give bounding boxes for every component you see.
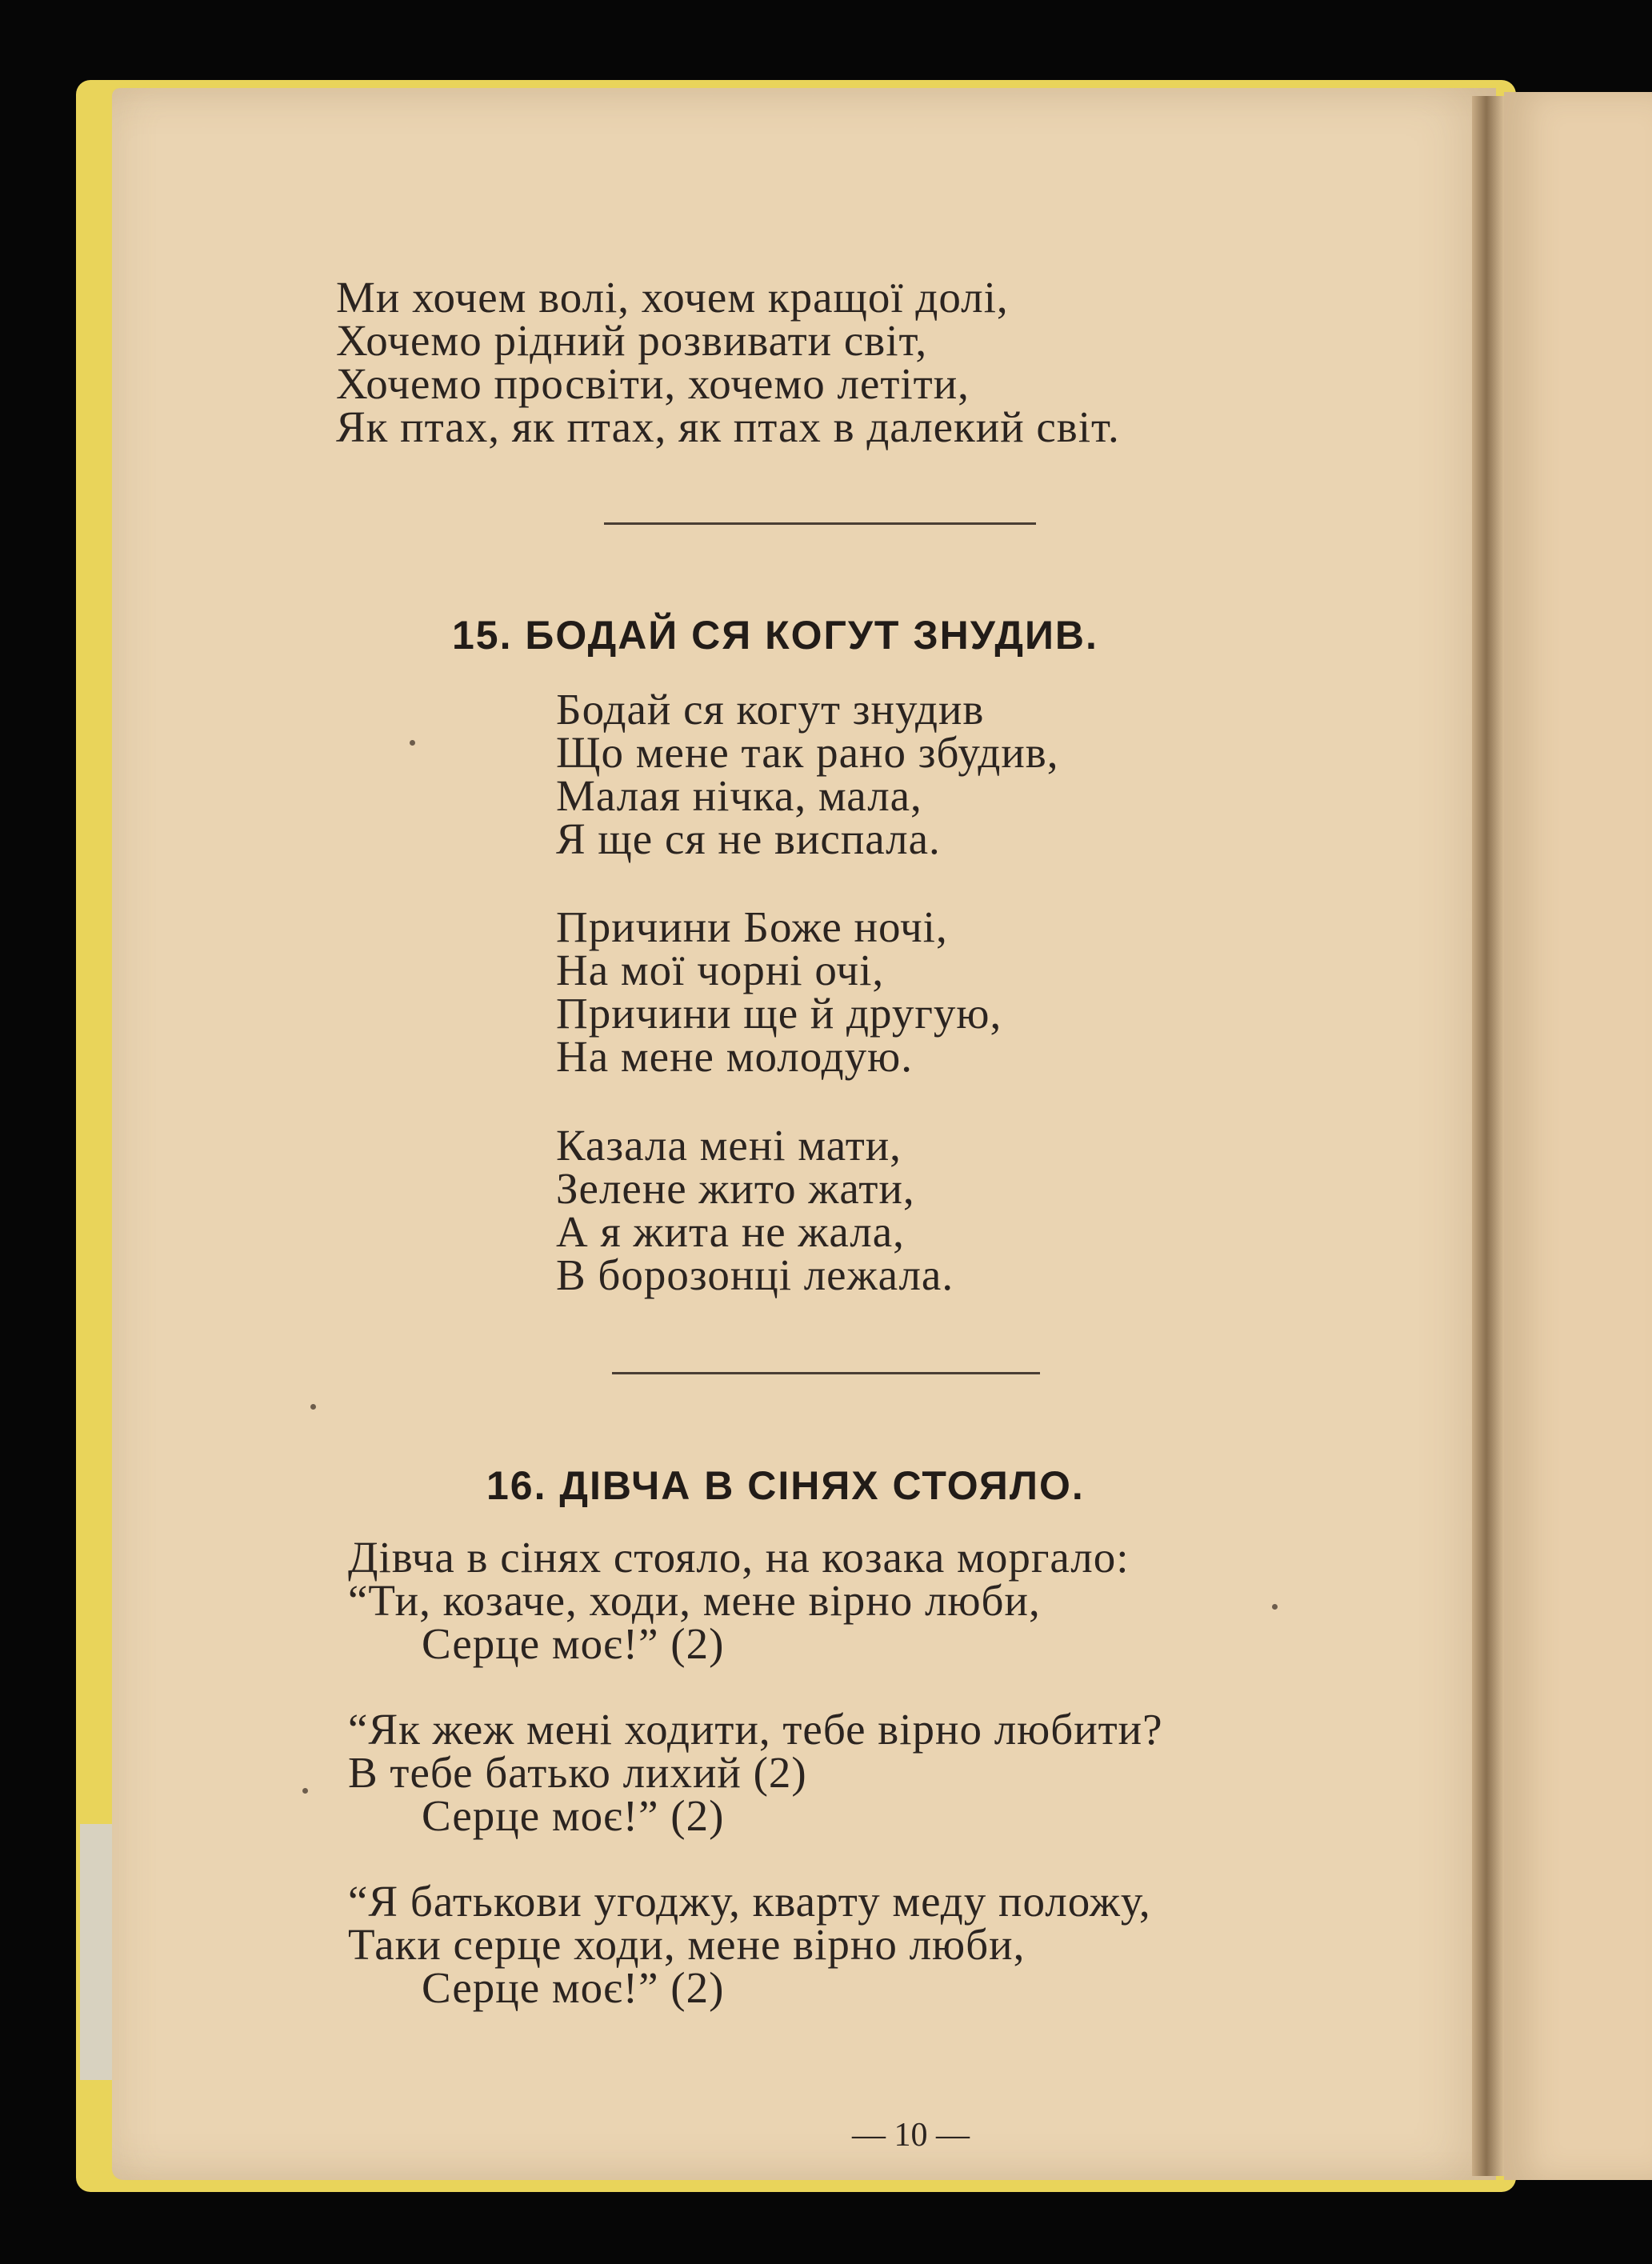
song-15-stanza-1 <box>556 685 1059 863</box>
verse-line: Як птах, як птах, як птах в далекий світ. <box>336 402 1120 451</box>
verse-line: Ми хочем волі, хочем кращої долі, <box>336 273 1009 322</box>
verse-line: Казала мені мати, <box>556 1121 902 1170</box>
verse-line: “Як жеж мені ходити, тебе вірно любити? <box>348 1705 1163 1754</box>
verse-refrain: Серце моє!” (2) <box>422 1619 725 1668</box>
verse-refrain: Серце моє!” (2) <box>422 1791 725 1840</box>
verse-line: Зелене жито жати, <box>556 1164 915 1213</box>
verse-line: Що мене так рано збудив, <box>556 728 1059 777</box>
verse-line: А я жита не жала, <box>556 1207 905 1256</box>
verse-line: Причини Боже ночі, <box>556 902 948 951</box>
paper-speck <box>410 740 415 746</box>
verse-line: В борозонці лежала. <box>556 1250 954 1299</box>
section-divider <box>604 522 1036 525</box>
verse-line: На мої чорні очі, <box>556 946 885 994</box>
song-16-stanza-1 <box>348 1533 1130 1668</box>
song-16-stanza-2 <box>348 1705 1163 1840</box>
verse-line: Причини ще й другую, <box>556 989 1002 1038</box>
verse-line: Хочемо рідний розвивати світ, <box>336 316 928 365</box>
left-page <box>112 88 1496 2180</box>
paper-speck <box>302 1788 308 1794</box>
song-16-stanza-3 <box>348 1877 1151 2012</box>
song-15-stanza-2 <box>556 902 1002 1081</box>
verse-line: На мене молодую. <box>556 1032 913 1081</box>
paper-speck <box>310 1404 316 1410</box>
song-16-title: 16. ДІВЧА В СІНЯХ СТОЯЛО. <box>486 1463 1085 1508</box>
verse-line: В тебе батько лихий (2) <box>348 1748 807 1797</box>
page-number: — 10 — <box>852 2117 970 2154</box>
section-divider <box>612 1372 1040 1374</box>
verse-refrain: Серце моє!” (2) <box>422 1963 725 2012</box>
right-page-edge <box>1504 92 1652 2180</box>
verse-line: “Я батькови угоджу, кварту меду положу, <box>348 1877 1151 1926</box>
verse-line: Бодай ся когут знудив <box>556 685 985 734</box>
verse-line: “Ти, козаче, ходи, мене вірно люби, <box>348 1576 1041 1625</box>
verse-line: Таки серце ходи, мене вірно люби, <box>348 1920 1026 1969</box>
paper-speck <box>1272 1604 1278 1610</box>
verse-line: Дівча в сінях стояло, на козака моргало: <box>348 1533 1130 1582</box>
verse-line: Я ще ся не виспала. <box>556 814 941 863</box>
book-gutter <box>1472 96 1504 2176</box>
verse-line: Малая нічка, мала, <box>556 771 922 820</box>
song-15-title: 15. БОДАЙ СЯ КОГУТ ЗНУДИВ. <box>452 613 1098 658</box>
song-15-stanza-3 <box>556 1121 954 1299</box>
verse-line: Хочемо просвіти, хочемо летіти, <box>336 359 970 408</box>
previous-song-ending <box>336 273 1120 451</box>
